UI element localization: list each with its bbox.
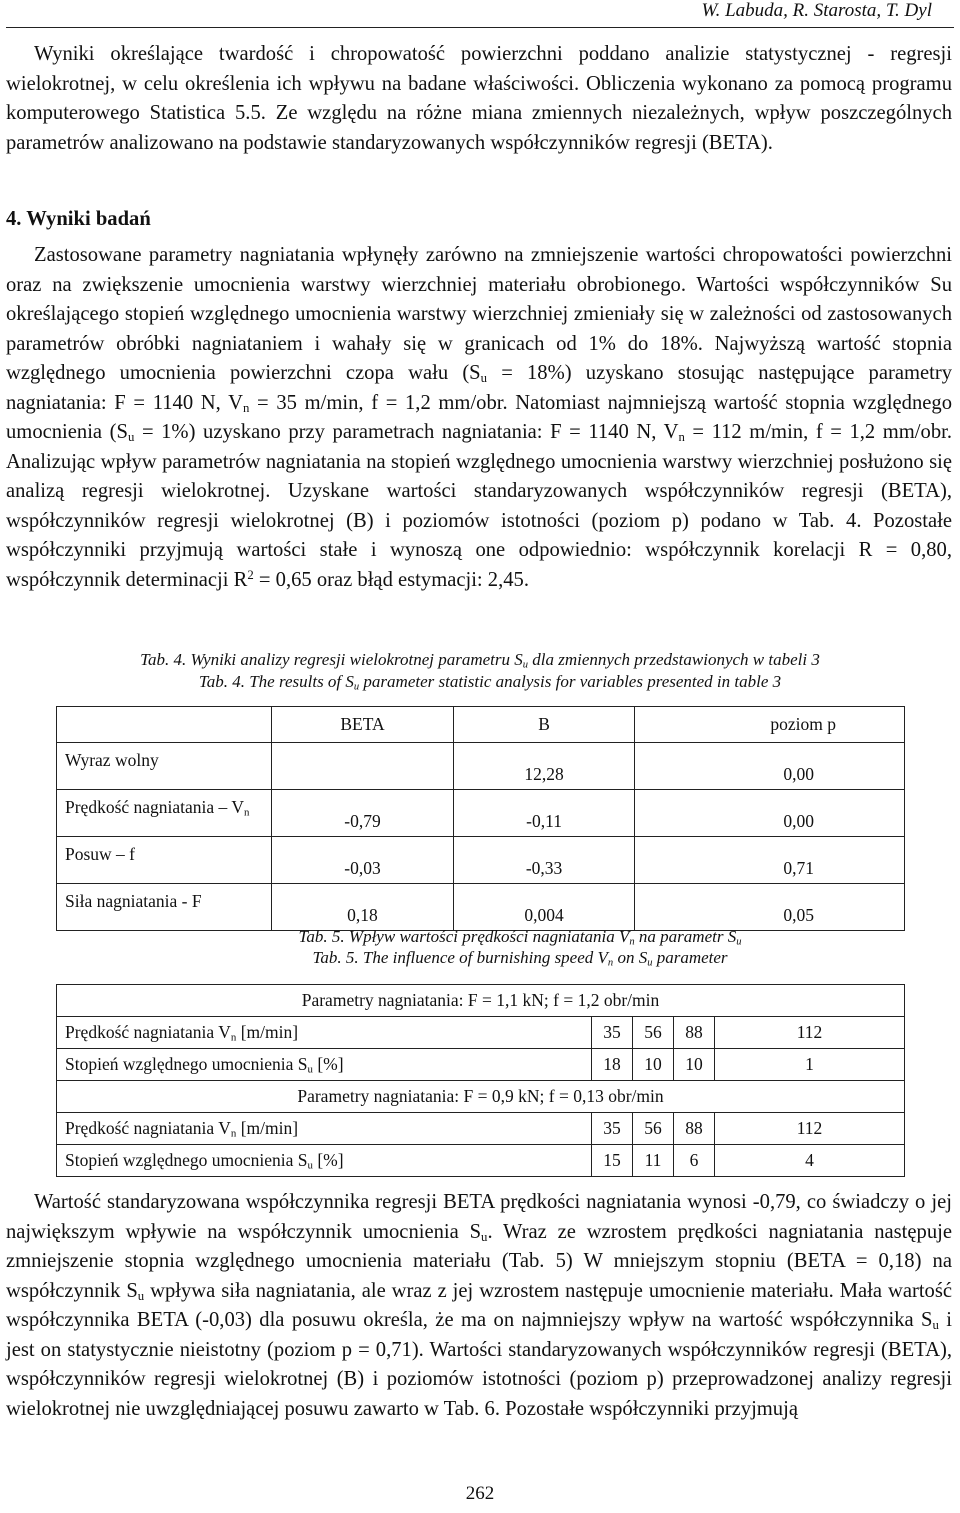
table4-caption-english [10, 671, 960, 693]
table-cell-b: -0,11 [453, 790, 634, 837]
table-cell: 10 [633, 1049, 674, 1081]
text-segment: = 35 m/min, f = 1,2 mm/obr. Natomiast najmniejszą wartość stopnia względnego umocnienia (S [6, 391, 953, 443]
text-segment: Zastosowane parametry nagniatania wpłynęły zarówno na zmniejszenie wartości chropowatości powierzchni oraz na zwiększenie umocnienia warstwy wierzchniej materiału obrobionego. Wartości współczynników Su określającego stopień względnego umocnienia warstwy wierzchniej zmieniały się w zależności od zastosowanych parametrów obróbki nagniataniem i wahały się w granicach od 1% do 18%. Najwyższą wartość stopnia względnego umocnienia powierzchni czopa wału (S [6, 244, 952, 384]
table-row [57, 884, 905, 931]
label-text: Stopień względnego umocnienia S [65, 1054, 308, 1074]
table-cell-p: 0,00 [635, 790, 905, 837]
subscript: u [481, 1229, 488, 1244]
table-row-label [57, 1145, 592, 1177]
text-segment: = 112 m/min, f = 1,2 mm/obr. Analizując wpływ parametrów nagniatania na stopień względnego umocnienia warstwy wierzchniej posłużono się analizą regresji wielokrotnej. Uzyskane wartości standaryzowanych współczynników regresji (BETA), współczynników regresji wielokrotnej (B) i poziomów istotności (poziom p) podano w Tab. 4. Pozostałe współczynniki przyjmują wartości stałe i wynoszą one odpowiednio: współczynnik korelacji R = 0,80, współczynnik determinacji R [6, 421, 952, 591]
subscript: u [522, 659, 529, 671]
table-cell: 11 [633, 1145, 674, 1177]
table-cell-p: 0,05 [635, 884, 905, 931]
table-cell-p: 0,00 [635, 743, 905, 790]
label-text: Prędkość nagniatania V [65, 1022, 231, 1042]
caption-text: dla zmiennych przedstawionych w tabeli 3 [528, 650, 820, 669]
table-cell-b: 12,28 [453, 743, 634, 790]
subscript: n [243, 400, 250, 415]
label-text: Posuw – f [65, 844, 136, 864]
table-cell: 10 [674, 1049, 715, 1081]
subscript: n [607, 957, 614, 969]
label-text: Stopień względnego umocnienia S [65, 1150, 308, 1170]
table-row-label [57, 884, 272, 931]
text-segment: . Wraz ze wzrostem prędkości nagniatania następuje zmniejszenie stopnia względnego umocnienia materiału (Tab. 5) W mniejszym stopniu (BETA = 0,18) na współczynnik S [6, 1220, 952, 1302]
section-title-results: 4. Wyniki badań [6, 208, 151, 230]
table-cell: 56 [633, 1113, 674, 1145]
page-number: 262 [465, 1483, 495, 1504]
table-cell: 35 [592, 1113, 633, 1145]
label-unit: [%] [312, 1150, 344, 1170]
subscript: n [678, 430, 685, 445]
table-row [57, 1145, 905, 1177]
table-cell: 4 [715, 1145, 905, 1177]
label-unit: [m/min] [236, 1118, 299, 1138]
header-divider [6, 27, 954, 28]
text-segment: = 0,65 oraz błąd estymacji: 2,45. [253, 568, 529, 591]
subscript: u [307, 1063, 313, 1076]
table-cell: 1 [715, 1049, 905, 1081]
label-unit: [%] [312, 1054, 344, 1074]
superscript: 2 [247, 567, 254, 582]
group-parameters-title: Parametry nagniatania: F = 1,1 kN; f = 1,2 obr/min [57, 985, 905, 1017]
label-text: Wyraz wolny [65, 750, 159, 770]
table-cell: 112 [715, 1017, 905, 1049]
subscript: u [353, 681, 360, 693]
table-row-label [57, 1017, 592, 1049]
subscript: u [127, 430, 135, 445]
subscript: n [629, 936, 635, 948]
subscript: n [244, 806, 250, 819]
table5-caption-polish [40, 926, 960, 948]
table-group-header-row [57, 1081, 905, 1113]
subscript: n [230, 1127, 237, 1140]
caption-text: Tab. 4. The results of S [198, 672, 354, 691]
table-group-header-row [57, 985, 905, 1017]
subscript: u [932, 1318, 939, 1333]
subscript: u [480, 371, 488, 386]
table-cell-beta: -0,79 [272, 790, 454, 837]
table-row [57, 837, 905, 884]
table-cell: 35 [592, 1017, 633, 1049]
group-parameters-title: Parametry nagniatania: F = 0,9 kN; f = 0,13 obr/min [57, 1081, 905, 1113]
caption-text: parameter statistic analysis for variables presented in table 3 [359, 672, 782, 691]
text-segment: Wartość standaryzowana współczynnika regresji BETA prędkości nagniatania wynosi -0,79, co świadczy o jej największym wpływie na współczynnik umocnienia S [6, 1191, 952, 1243]
table-row [57, 1017, 905, 1049]
caption-text: on S [613, 948, 648, 967]
table-cell: 88 [674, 1113, 715, 1145]
text-segment: i jest on statystycznie nieistotny (poziom p = 0,71). Wartości standaryzowanych współczynników regresji (BETA), współczynników regresji wielokrotnej (B) i poziomów istotności (poziom p) przeprowadzonej analizy regresji wielokrotnej nie uwzględniającej posuwu zawarto w Tab. 6. Pozostałe współczynniki przyjmują [6, 1309, 953, 1420]
table-row [57, 743, 905, 790]
table-header-cell [57, 707, 272, 743]
table-cell: 112 [715, 1113, 905, 1145]
paragraph-results [6, 241, 952, 595]
paragraph-beta-discussion [6, 1188, 952, 1424]
table-row-label [57, 1113, 592, 1145]
table-cell: 56 [633, 1017, 674, 1049]
running-header-authors: W. Labuda, R. Starosta, T. Dyl [701, 0, 932, 21]
table-row-label [57, 743, 272, 790]
caption-text: Tab. 4. Wyniki analizy regresji wielokrotnej parametru S [140, 650, 523, 669]
table-header-row [57, 707, 905, 743]
table-cell-b: 0,004 [453, 884, 634, 931]
label-text: Prędkość nagniatania – V [65, 797, 245, 817]
table-cell: 88 [674, 1017, 715, 1049]
table-cell-beta: 0,18 [272, 884, 454, 931]
subscript: u [307, 1159, 313, 1172]
table-cell: 18 [592, 1049, 633, 1081]
caption-text: Tab. 5. Wpływ wartości prędkości nagniatania V [298, 927, 630, 946]
text-segment: = 18%) uzyskano stosując następujące parametry nagniatania: F = 1140 N, V [6, 362, 953, 414]
table4-regression-results [56, 706, 905, 931]
table-row [57, 1049, 905, 1081]
caption-text: na parametr S [634, 927, 737, 946]
table5-speed-influence [56, 984, 905, 1177]
label-text: Siła nagniatania - F [65, 891, 202, 911]
table-cell: 15 [592, 1145, 633, 1177]
subscript: n [230, 1031, 237, 1044]
table4-caption-polish [0, 649, 960, 671]
table-row [57, 790, 905, 837]
table-header-cell: B [453, 707, 634, 743]
text-segment: = 1%) uzyskano przy parametrach nagniatania: F = 1140 N, V [134, 421, 679, 443]
table5-caption-english [40, 947, 960, 969]
table-cell: 6 [674, 1145, 715, 1177]
table-row-label [57, 1049, 592, 1081]
text-segment: wpływa siła nagniatania, ale wraz z jej wzrostem następuje umocnienie materiału. Mała wartość współczynnika BETA (-0,03) dla posuwu określa, że ma on najmniejszy wpływ na wartość współczynnika S [6, 1279, 952, 1331]
table-cell-b: -0,33 [453, 837, 634, 884]
subscript: u [137, 1288, 145, 1303]
subscript: u [647, 957, 653, 969]
table-cell-beta: -0,03 [272, 837, 454, 884]
label-unit: [m/min] [236, 1022, 299, 1042]
caption-text: parameter [652, 948, 728, 967]
paragraph-statistics-method: Wyniki określające twardość i chropowatość powierzchni poddano analizie statystycznej - regresji wielokrotnej, w celu określenia ich wpływu na badane właściwości. Obliczenia wykonano za pomocą programu komputerowego Statistica 5.5. Ze względu na różne miana zmiennych niezależnych, wpływ poszczególnych parametrów analizowano na podstawie standaryzowanych współczynników regresji (BETA). [6, 43, 952, 154]
table-header-cell: BETA [272, 707, 454, 743]
subscript: u [736, 936, 742, 948]
caption-text: Tab. 5. The influence of burnishing speed V [312, 948, 608, 967]
table-row-label [57, 837, 272, 884]
table-row [57, 1113, 905, 1145]
label-text: Prędkość nagniatania V [65, 1118, 231, 1138]
table-cell-p: 0,71 [635, 837, 905, 884]
table-cell-beta [272, 743, 454, 790]
table-header-cell: poziom p [635, 707, 905, 743]
table-row-label [57, 790, 272, 837]
